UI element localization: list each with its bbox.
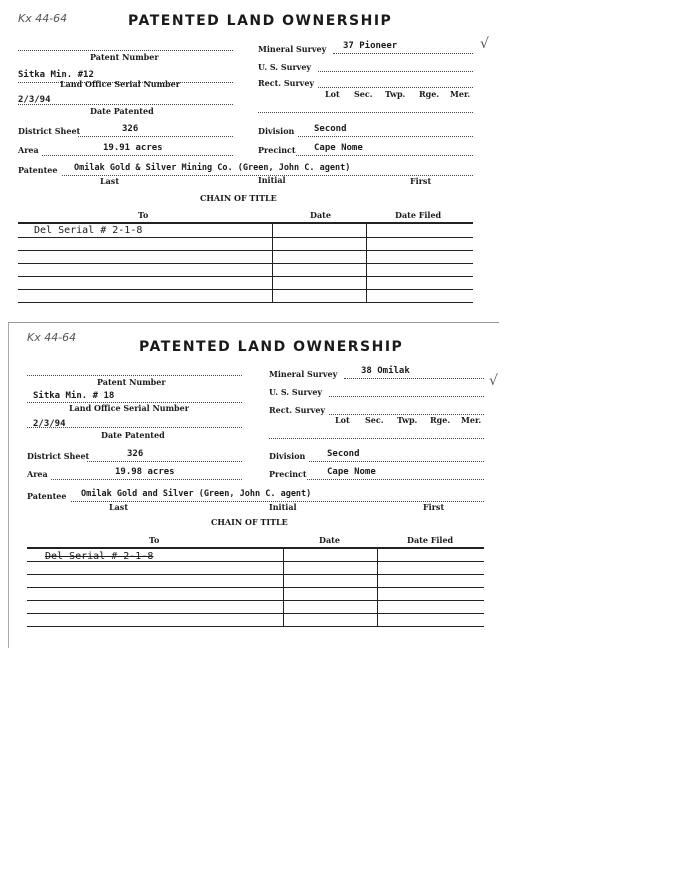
table-row-rule xyxy=(18,302,473,303)
division-label: Division xyxy=(269,451,306,461)
us-survey-label: U. S. Survey xyxy=(258,62,312,72)
land-office-serial-label: Land Office Serial Number xyxy=(69,403,189,413)
precinct-value: Cape Nome xyxy=(327,467,376,477)
mineral-survey-line xyxy=(344,378,484,379)
col-header-date: Date xyxy=(310,210,331,220)
table-column-divider xyxy=(283,547,284,626)
patentee-initial-label: Initial xyxy=(258,175,286,185)
rect-col-mer: Mer. xyxy=(450,89,471,99)
date-patented-value: 2/3/94 xyxy=(33,419,66,429)
patent-number-line xyxy=(18,50,233,51)
rect-col-twp: Twp. xyxy=(397,415,418,425)
col-header-to: To xyxy=(138,210,149,220)
patentee-value: Omilak Gold and Silver (Green, John C. agent) xyxy=(81,489,312,499)
table-header-rule xyxy=(27,547,484,549)
handwritten-reference: Kx 44-64 xyxy=(27,331,77,344)
patentee-label: Patentee xyxy=(27,491,67,501)
rect-values-line xyxy=(269,438,484,439)
rect-col-lot: Lot xyxy=(335,415,350,425)
date-patented-label: Date Patented xyxy=(90,106,154,116)
patentee-last-label: Last xyxy=(100,176,120,186)
rect-col-lot: Lot xyxy=(325,89,340,99)
rect-col-rge: Rge. xyxy=(430,415,451,425)
mineral-survey-value: 37 Pioneer xyxy=(343,41,398,51)
district-sheet-value: 326 xyxy=(122,124,139,134)
table-column-divider xyxy=(272,222,273,302)
patentee-initial-label: Initial xyxy=(269,502,297,512)
col-header-date: Date xyxy=(319,535,340,545)
check-mark-icon: √ xyxy=(489,373,498,389)
patent-number-line xyxy=(27,375,242,376)
table-row-rule xyxy=(27,600,484,601)
table-row-rule xyxy=(27,587,484,588)
table-row-rule xyxy=(27,561,484,562)
table-column-divider xyxy=(366,222,367,302)
us-survey-line xyxy=(318,71,473,72)
rect-survey-line xyxy=(318,87,473,88)
mineral-survey-line xyxy=(333,53,473,54)
chain-row-1-to: Del Serial # 2-1-8 xyxy=(34,225,143,236)
rect-col-mer: Mer. xyxy=(461,415,482,425)
table-column-divider xyxy=(377,547,378,626)
area-value: 19.91 acres xyxy=(103,143,163,153)
area-label: Area xyxy=(27,469,48,479)
us-survey-line xyxy=(329,396,484,397)
card-title: PATENTED LAND OWNERSHIP xyxy=(128,13,393,29)
table-row-rule xyxy=(18,276,473,277)
patentee-value: Omilak Gold & Silver Mining Co. (Green, John C. agent) xyxy=(74,163,351,173)
precinct-line xyxy=(296,155,473,156)
precinct-label: Precinct xyxy=(269,469,307,479)
patentee-label: Patentee xyxy=(18,165,58,175)
table-row-rule xyxy=(18,289,473,290)
rect-col-sec: Sec. xyxy=(365,415,384,425)
col-header-date-filed: Date Filed xyxy=(407,535,454,545)
district-line xyxy=(87,461,242,462)
area-label: Area xyxy=(18,145,39,155)
precinct-value: Cape Nome xyxy=(314,143,363,153)
table-header-rule xyxy=(18,222,473,224)
division-value: Second xyxy=(327,449,360,459)
district-sheet-value: 326 xyxy=(127,449,144,459)
us-survey-label: U. S. Survey xyxy=(269,387,323,397)
division-line xyxy=(298,136,473,137)
district-sheet-label: District Sheet xyxy=(27,451,90,461)
col-header-date-filed: Date Filed xyxy=(395,210,442,220)
mineral-survey-label: Mineral Survey xyxy=(269,369,338,379)
table-row-rule xyxy=(18,263,473,264)
date-patented-value: 2/3/94 xyxy=(18,95,51,105)
ownership-card-1 xyxy=(0,0,490,325)
table-row-rule xyxy=(27,574,484,575)
division-label: Division xyxy=(258,126,295,136)
patentee-first-label: First xyxy=(410,176,432,186)
area-line xyxy=(42,155,233,156)
land-office-serial-value: Sitka Min. # 18 xyxy=(33,391,115,401)
land-office-serial-label: Land Office Serial Number xyxy=(60,79,180,89)
area-value: 19.98 acres xyxy=(115,467,175,477)
table-row-rule xyxy=(27,613,484,614)
date-line xyxy=(18,104,233,105)
mineral-survey-label: Mineral Survey xyxy=(258,44,327,54)
rect-col-sec: Sec. xyxy=(354,89,373,99)
table-row-rule xyxy=(18,250,473,251)
chain-row-1-to: Del Serial # 2-1-8 xyxy=(45,551,154,562)
precinct-line xyxy=(307,479,484,480)
table-row-rule xyxy=(27,626,484,627)
patent-number-label: Patent Number xyxy=(97,377,166,387)
date-patented-label: Date Patented xyxy=(101,430,165,440)
district-line xyxy=(78,136,233,137)
table-row-rule xyxy=(18,237,473,238)
division-value: Second xyxy=(314,124,347,134)
chain-of-title-heading: CHAIN OF TITLE xyxy=(200,193,277,203)
rect-values-line xyxy=(258,112,473,113)
precinct-label: Precinct xyxy=(258,145,296,155)
district-sheet-label: District Sheet xyxy=(18,126,81,136)
mineral-survey-value: 38 Omilak xyxy=(361,366,410,376)
ownership-card-2 xyxy=(8,322,499,648)
area-line xyxy=(51,479,242,480)
patent-number-label: Patent Number xyxy=(90,52,159,62)
col-header-to: To xyxy=(149,535,160,545)
rect-col-twp: Twp. xyxy=(385,89,406,99)
rect-survey-label: Rect. Survey xyxy=(258,78,315,88)
patentee-first-label: First xyxy=(423,502,445,512)
division-line xyxy=(309,461,484,462)
check-mark-icon: √ xyxy=(480,36,489,52)
date-line xyxy=(27,427,242,428)
patentee-last-label: Last xyxy=(109,502,129,512)
chain-of-title-heading: CHAIN OF TITLE xyxy=(211,517,288,527)
card-title: PATENTED LAND OWNERSHIP xyxy=(139,339,404,355)
land-office-serial-value: Sitka Min. #12 xyxy=(18,70,94,80)
handwritten-reference: Kx 44-64 xyxy=(18,12,68,25)
rect-survey-label: Rect. Survey xyxy=(269,405,326,415)
rect-col-rge: Rge. xyxy=(419,89,440,99)
